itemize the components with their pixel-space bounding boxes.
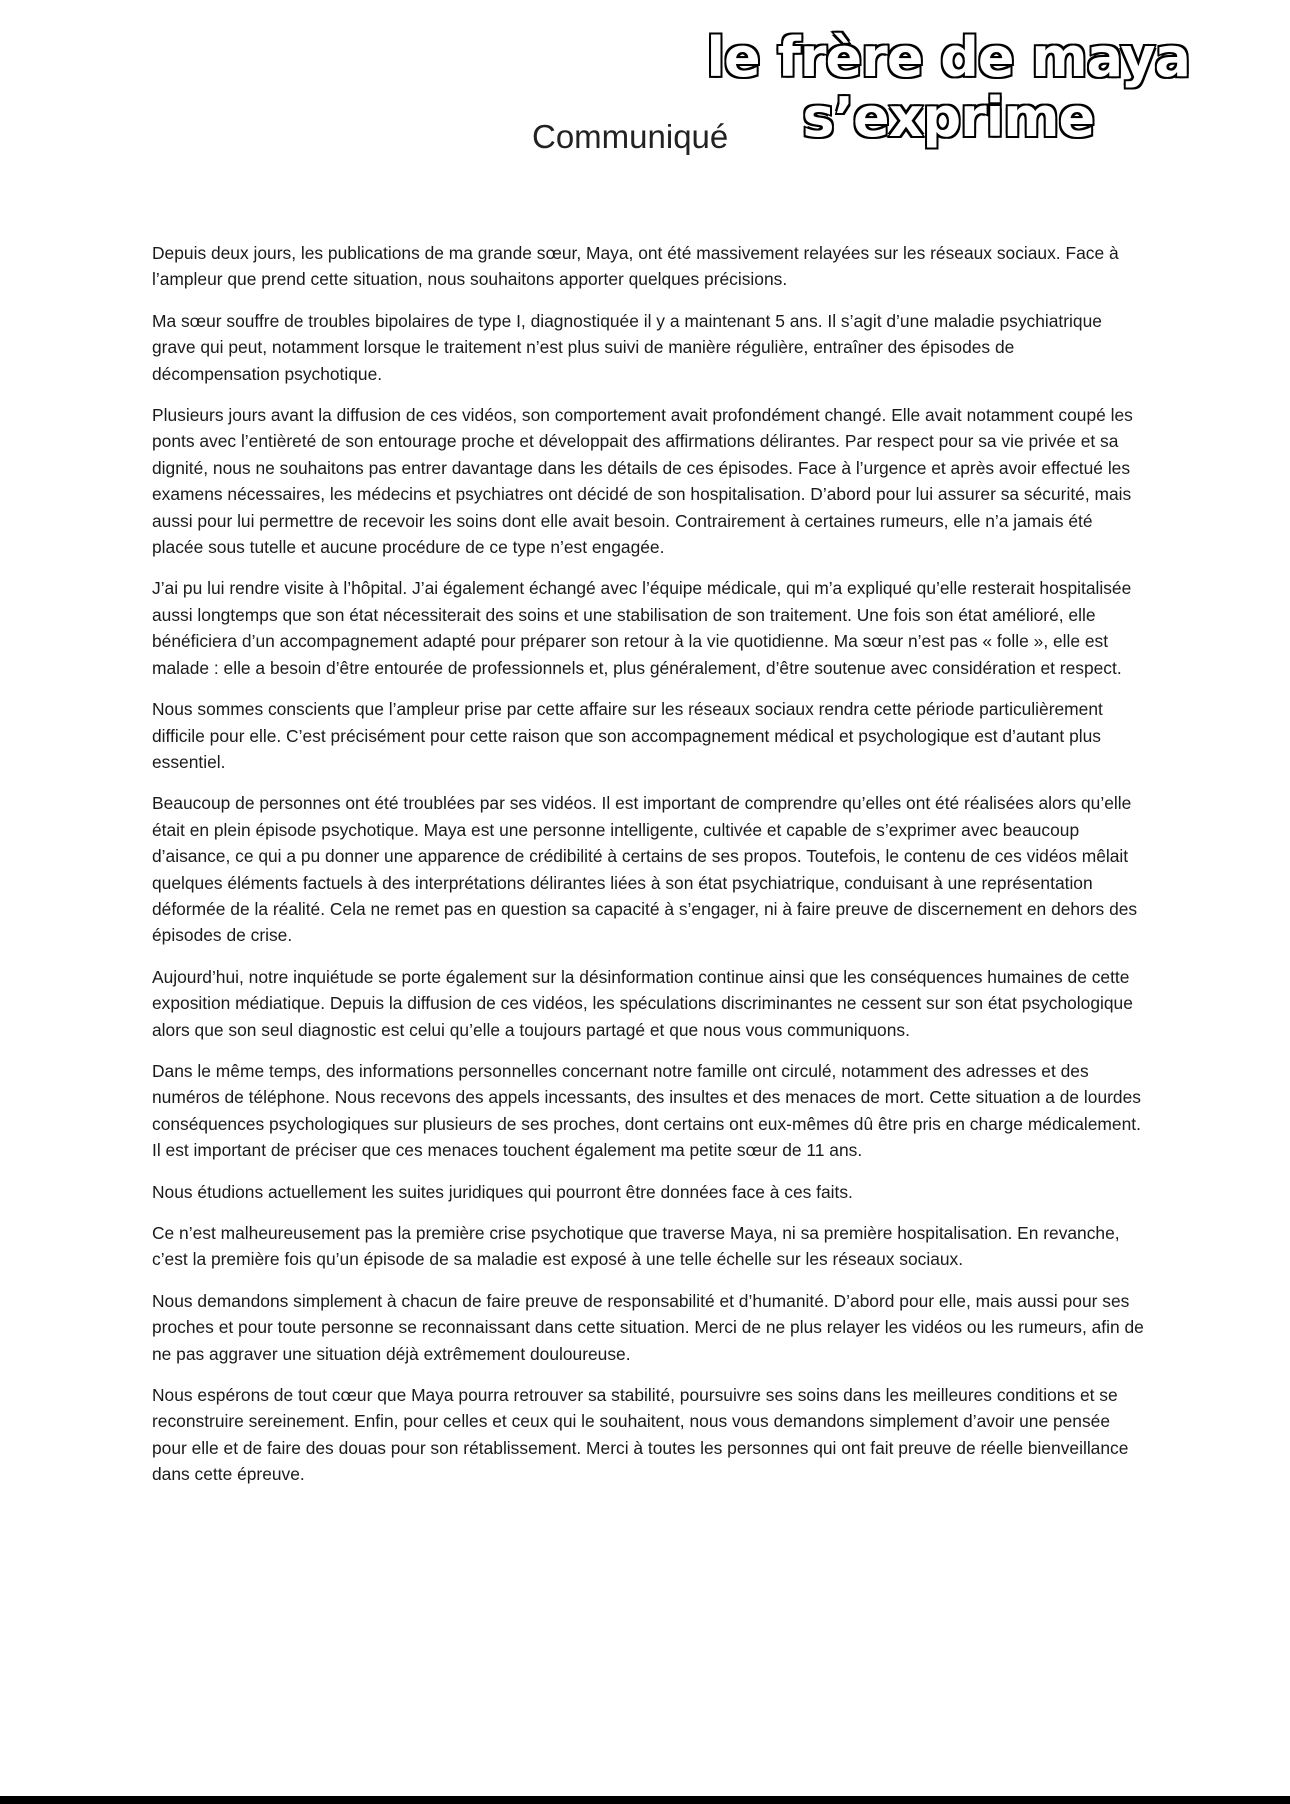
paragraph: J’ai pu lui rendre visite à l’hôpital. J’ai également échangé avec l’équipe médicale, qui m’a expliqué qu’elle resterait hospitalisée aussi longtemps que son état nécessiterait des soins et une stabilisation de son traitement. Une fois son état amélioré, elle bénéficiera d’un accompagnement adapté pour préparer son retour à la vie quotidienne. Ma sœur n’est pas « folle », elle est malade : elle a besoin d’être entourée de professionnels et, plus généralement, d’être soutenue avec considération et respect.: [152, 578, 1132, 678]
paragraph: Ce n’est malheureusement pas la première crise psychotique que traverse Maya, ni sa première hospitalisation. En revanche, c’est la première fois qu’un épisode de sa maladie est exposé à une telle échelle sur les réseaux sociaux.: [152, 1223, 1120, 1270]
paragraph: Plusieurs jours avant la diffusion de ces vidéos, son comportement avait profondément changé. Elle avait notamment coupé les ponts avec l’entièreté de son entourage proche et développait des affirmations délirantes. Par respect pour sa vie privée et sa dignité, nous ne souhaitons pas entrer davantage dans les détails de ces épisodes. Face à l’urgence et après avoir effectué les examens nécessaires, les médecins et psychiatres ont décidé de son hospitalisation. D’abord pour lui assurer sa sécurité, mais aussi pour lui permettre de recevoir les soins dont elle avait besoin. Contrairement à certaines rumeurs, elle n’a jamais été placée sous tutelle et aucune procédure de ce type n’est engagée.: [152, 405, 1133, 558]
paragraph: Ma sœur souffre de troubles bipolaires de type I, diagnostiquée il y a maintenant 5 ans. Il s’agit d’une maladie psychiatrique grave qui peut, notamment lorsque le traitement n’est plus suivi de manière régulière, entraîner des épisodes de décompensation psychotique.: [152, 310, 1102, 384]
paragraph: Aujourd’hui, notre inquiétude se porte également sur la désinformation continue ainsi que les conséquences humaines de cette exposition médiatique. Depuis la diffusion de ces vidéos, les spéculations discriminantes ne cessent sur son état psychologique alors que son seul diagnostic est celui qu’elle a toujours partagé et que nous vous communiquons.: [152, 966, 1133, 1040]
caption-line-1: le frère de maya: [706, 26, 1190, 89]
paragraph: Beaucoup de personnes ont été troublées par ses vidéos. Il est important de comprendre qu’elles ont été réalisées alors qu’elle était en plein épisode psychotique. Maya est une personne intelligente, cultivée et capable de s’exprimer avec beaucoup d’aisance, ce qui a pu donner une apparence de crédibilité à certains de ses propos. Toutefois, le contenu de ces vidéos mêlait quelques éléments factuels à des interprétations délirantes liées à son état psychiatrique, conduisant à une représentation déformée de la réalité. Cela ne remet pas en question sa capacité à s’engager, ni à faire preuve de discernement en dehors des épisodes de crise.: [152, 793, 1138, 946]
paragraph: Nous sommes conscients que l’ampleur prise par cette affaire sur les réseaux sociaux rendra cette période particulièrement difficile pour elle. C’est précisément pour cette raison que son accompagnement médical et psychologique est d’autant plus essentiel.: [152, 699, 1103, 772]
paragraph: Dans le même temps, des informations personnelles concernant notre famille ont circulé, notamment des adresses et des numéros de téléphone. Nous recevons des appels incessants, des insultes et des menaces de mort. Cette situation a de lourdes conséquences psychologiques sur plusieurs de ses proches, dont certains ont eux-mêmes dû être pris en charge médicalement. Il est important de préciser que ces menaces touchent également ma petite sœur de 11 ans.: [152, 1060, 1141, 1161]
document-title: Communiqué: [532, 118, 729, 155]
caption-line-2: s’exprime: [802, 86, 1095, 150]
paragraph: Nous étudions actuellement les suites juridiques qui pourront être données face à ces faits.: [152, 1181, 853, 1202]
paragraph: Depuis deux jours, les publications de ma grande sœur, Maya, ont été massivement relayées sur les réseaux sociaux. Face à l’ampleur que prend cette situation, nous souhaitons apporter quelques précisions.: [152, 243, 1119, 290]
paragraph: Nous demandons simplement à chacun de faire preuve de responsabilité et d’humanité. D’abord pour elle, mais aussi pour ses proches et pour toute personne se reconnaissant dans cette situation. Merci de ne plus relayer les vidéos ou les rumeurs, afin de ne pas aggraver une situation déjà extrêmement douloureuse.: [152, 1290, 1144, 1364]
document-body: [152, 240, 1146, 1503]
caption-overlay: [707, 28, 1191, 149]
paragraph: Nous espérons de tout cœur que Maya pourra retrouver sa stabilité, poursuivre ses soins dans les meilleures conditions et se reconstruire sereinement. Enfin, pour celles et ceux qui le souhaitent, nous vous demandons simplement d’avoir une pensée pour elle et de faire des douas pour son rétablissement. Merci à toutes les personnes qui ont fait preuve de réelle bienveillance dans cette épreuve.: [152, 1385, 1129, 1485]
